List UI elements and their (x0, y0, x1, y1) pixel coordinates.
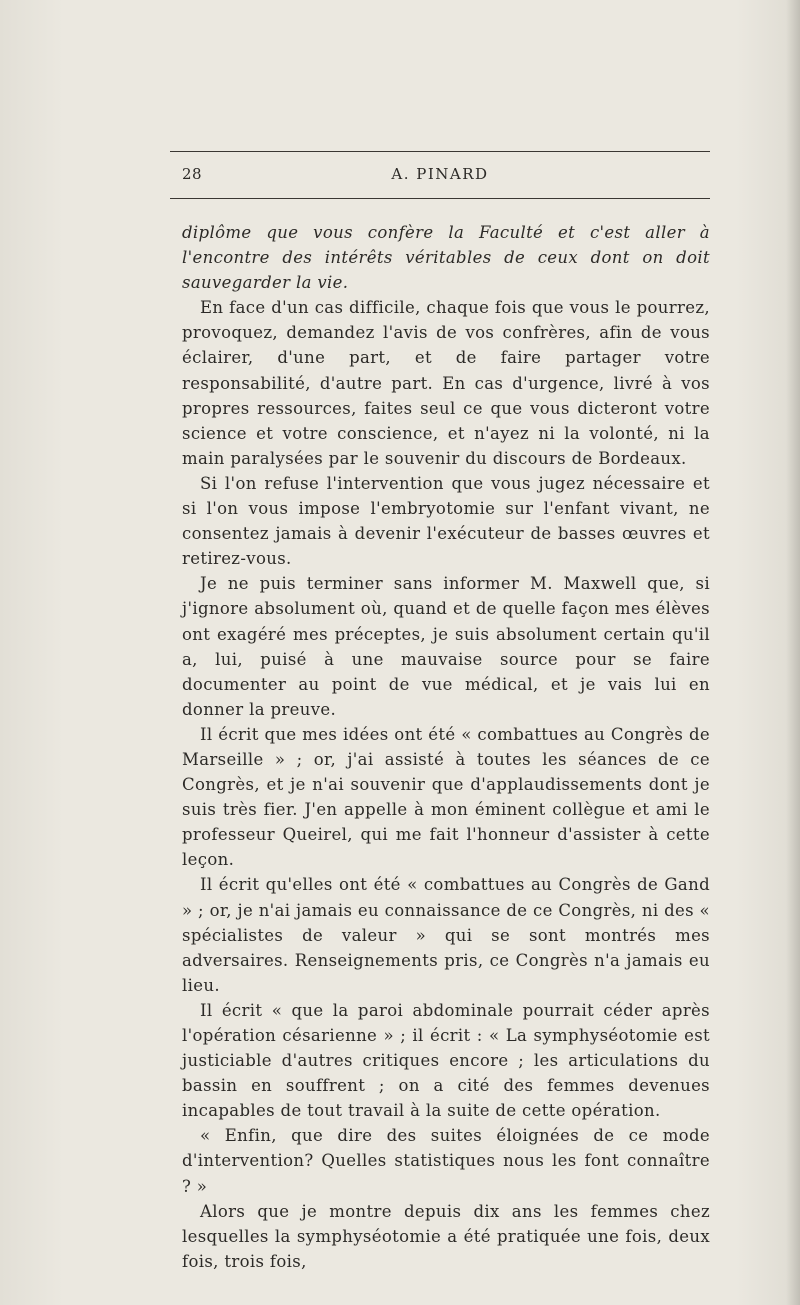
paragraph: Il écrit que mes idées ont été « combattues au Congrès de Marseille » ; or, j'ai assisté à toutes les séances de ce Congrès, et je n'ai souvenir que d'applaudissements dont je suis très fier. J'en appelle à mon éminent collègue et ami le professeur Queirel, qui me fait l'honneur d'assister à cette leçon. (182, 724, 710, 870)
paragraph: Je ne puis terminer sans informer M. Maxwell que, si j'ignore absolument où, quand et de quelle façon mes élèves ont exagéré mes préceptes, je suis absolument certain qu'il a, lui, puisé à une mauvaise source pour se faire documenter au point de vue médical, et je vais lui en donner la preuve. (182, 574, 710, 719)
page-number: 28 (182, 165, 203, 183)
running-head-title: A. PINARD (391, 165, 489, 183)
running-header (170, 163, 710, 187)
paragraph: Il écrit qu'elles ont été « combattues au Congrès de Gand » ; or, je n'ai jamais eu connaissance de ce Congrès, ni des « spécialistes de valeur » qui se sont montrés mes adversaires. Renseignements pris, ce Congrès n'a jamais eu lieu. (182, 875, 710, 995)
header-rule-bottom (170, 198, 710, 199)
paragraph-continued: diplôme que vous confère la Faculté et c'est aller à l'encontre des intérêts véritables de ceux dont on doit sauvegarder la vie. (182, 223, 710, 293)
paragraph: Il écrit « que la paroi abdominale pourrait céder après l'opération césarienne » ; il écrit : « La symphyséotomie est justiciable d'autres critiques encore ; les articulations du bassin en souffrent ; on a cité des femmes devenues incapables de tout travail à la suite de cette opération. (182, 1000, 710, 1121)
page-edge-shadow (786, 0, 800, 1305)
body-text (182, 220, 710, 1274)
header-rule-top (170, 151, 710, 152)
paragraph: En face d'un cas difficile, chaque fois que vous le pourrez, provoquez, demandez l'avis de vos confrères, afin de vous éclairer, d'une part, et de faire partager votre responsabilité, d'autre part. En cas d'urgence, livré à vos propres ressources, faites seul ce que vous dicteront votre science et votre conscience, et n'ayez ni la volonté, ni la main paralysées par le souvenir du discours de Bordeaux. (182, 298, 710, 468)
paragraph: « Enfin, que dire des suites éloignées de ce mode d'intervention? Quelles statistiques nous les font connaître ? » (182, 1126, 710, 1196)
paragraph: Alors que je montre depuis dix ans les femmes chez lesquelles la symphyséotomie a été pratiquée une fois, deux fois, trois fois, (182, 1201, 710, 1271)
paragraph: Si l'on refuse l'intervention que vous jugez nécessaire et si l'on vous impose l'embryotomie sur l'enfant vivant, ne consentez jamais à devenir l'exécuteur de basses œuvres et retirez-vous. (182, 473, 710, 569)
